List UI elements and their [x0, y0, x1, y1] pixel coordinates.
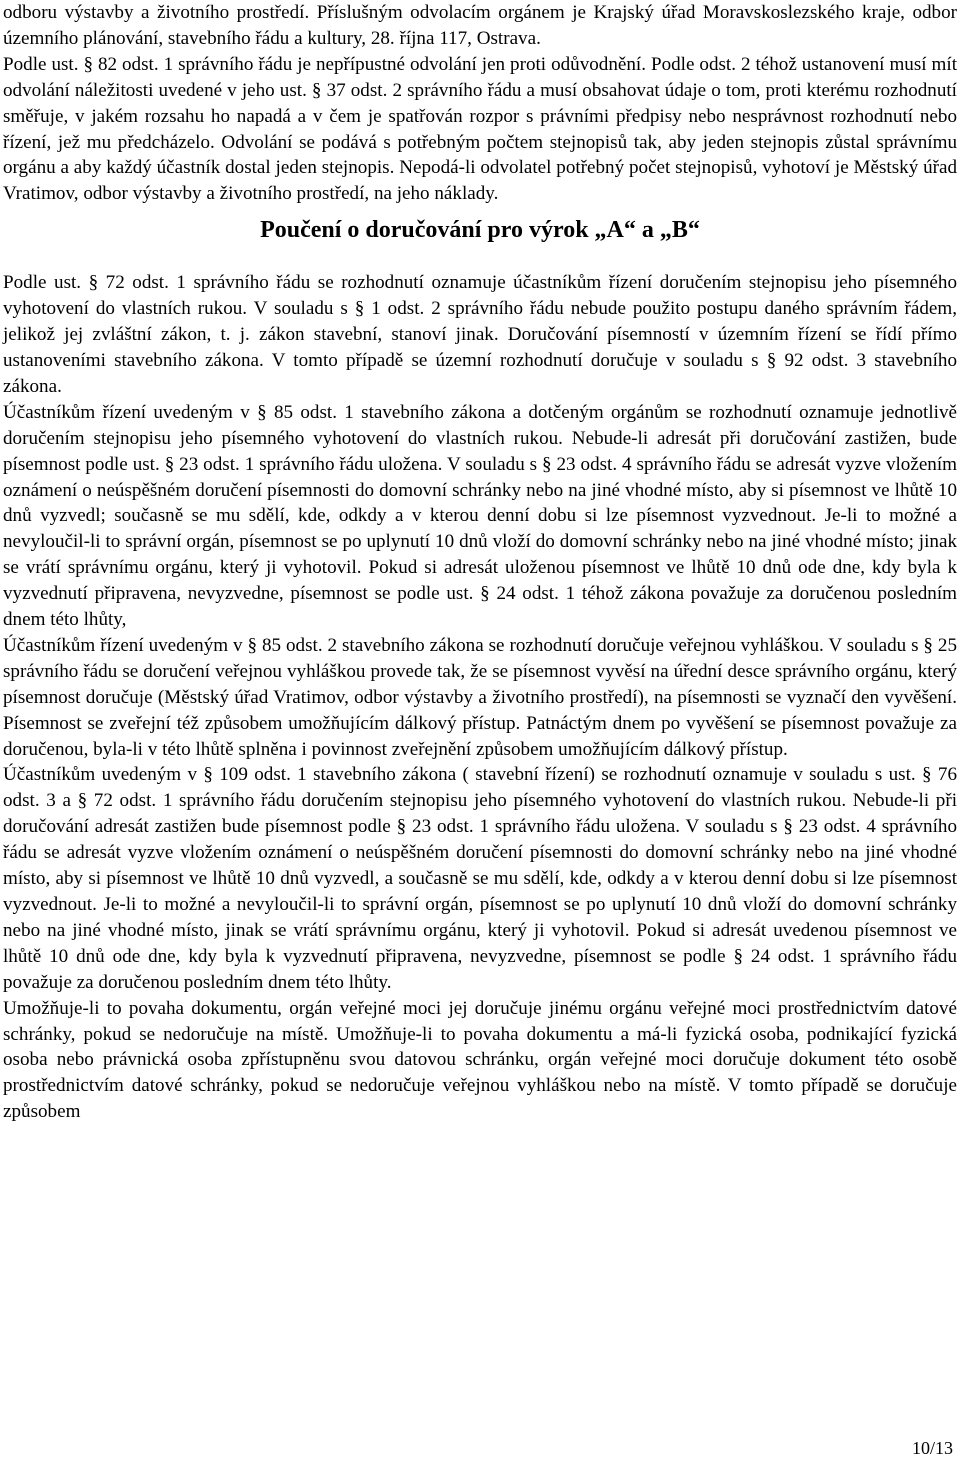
paragraph-delivery-participants-85-2: Účastníkům řízení uvedeným v § 85 odst. 2 stavebního zákona se rozhodnutí doručuje veřejnou vyhláškou. V souladu s § 25 správního řádu se doručení veřejnou vyhláškou provede tak, že se písemnost vyvěsí na úřední desce správního orgánu, který písemnost doručuje (Městský úřad Vratimov, odbor výstavby a životního prostředí), na písemnosti se vyznačí den vyvěšení. Písemnost se zveřejní též způsobem umožňujícím dálkový přístup. Patnáctým dnem po vyvěšení se písemnost považuje za doručenou, byla-li v této lhůtě splněna i povinnost zveřejnění způsobem umožňujícím dálkový přístup.: [3, 634, 957, 760]
paragraph-delivery-participants-85-1: Účastníkům řízení uvedeným v § 85 odst. 1 stavebního zákona a dotčeným orgánům se rozhodnutí oznamuje jednotlivě doručením stejnopisu jeho písemného vyhotovení do vlastních rukou. Nebude-li adresát při doručování zastižen, bude písemnost podle ust. § 23 odst. 1 správního řádu uložena. V souladu s § 23 odst. 4 správního řádu se adresát vyzve vložením oznámení o neúspěšném doručení písemnosti do domovní schránky nebo na jiné vhodné místo, aby si písemnost ve lhůtě 10 dnů vyzvedl; současně se mu sdělí, kde, odkdy a v kterou denní dobu si lze písemnost vyzvednout. Je-li to možné a nevyloučil-li to správní orgán, písemnost se po uplynutí 10 dnů vloží do domovní schránky nebo na jiné vhodné místo; jinak se vrátí správnímu orgánu, který ji vyhotovil. Pokud si adresát uloženou písemnost ve lhůtě 10 dnů ode dne, kdy byla k vyzvednutí připravena, nevyzvedne, písemnost se podle ust. § 24 odst. 1 téhož zákona považuje za doručenou posledním dnem této lhůty,: [3, 401, 957, 631]
section-heading-delivery: Poučení o doručování pro výrok „A“ a „B“: [260, 217, 700, 244]
paragraph-appeal-requirements: Podle ust. § 82 odst. 1 správního řádu je nepřípustné odvolání jen proti odůvodnění. Podle odst. 2 téhož ustanovení musí mít odvolání náležitosti uvedené v jeho ust. § 37 odst. 2 správního řádu a musí obsahovat údaje o tom, proti kterému rozhodnutí směřuje, v jakém rozsahu ho napadá a v čem je spatřován rozpor s právními předpisy nebo nesprávnost rozhodnutí nebo řízení, jež mu předcházelo. Odvolání se podává s potřebným počtem stejnopisů tak, aby jeden stejnopis zůstal správnímu orgánu a aby každý účastník dostal jeden stejnopis. Nepodá-li odvolatel potřebný počet stejnopisů, vyhotoví je Městský úřad Vratimov, odbor výstavby a životního prostředí, na jeho náklady.: [3, 53, 957, 205]
paragraph-delivery-participants-109-1: Účastníkům uvedeným v § 109 odst. 1 stavebního zákona ( stavební řízení) se rozhodnutí oznamuje v souladu s ust. § 76 odst. 3 a § 72 odst. 1 správního řádu doručením stejnopisu jeho písemného vyhotovení do vlastních rukou. Nebude-li při doručování adresát zastižen bude písemnost podle § 23 odst. 1 správního řádu uložena. V souladu s § 23 odst. 4 správního řádu se adresát vyzve vložením oznámení o neúspěšném doručení písemnosti do domovní schránky nebo na jiné vhodné místo, aby si písemnost ve lhůtě 10 dnů vyzvedl, a současně se mu sdělí, kde, odkdy a v kterou denní dobu si lze písemnost vyzvednout. Je-li to možné a nevyloučil-li to správní orgán, písemnost se po uplynutí 10 dnů vloží do domovní schránky nebo na jiné vhodné místo, jinak se vrátí správnímu orgánu, který ji vyhotovil. Pokud si adresát uvedenou písemnost ve lhůtě 10 dnů ode dne, kdy byla k vyzvednutí připravena, nevyzvedne, písemnost se podle § 24 odst. 1 správního řádu považuje za doručenou posledním dnem této lhůty.: [3, 764, 957, 993]
paragraph-delivery-general: Podle ust. § 72 odst. 1 správního řádu se rozhodnutí oznamuje účastníkům řízení doručením stejnopisu jeho písemného vyhotovení do vlastních rukou. V souladu s § 1 odst. 2 správního řádu nebude použito postupu daného správním řádem, jelikož jej zvláštní zákon, t. j. zákon stavební, stanoví jinak. Doručování písemností v územním řízení se řídí přímo ustanoveními stavebního zákona. V tomto případě se územní rozhodnutí doručuje v souladu s § 92 odst. 3 stavebního zákona.: [3, 272, 957, 397]
page-number: 10/13: [911, 1438, 953, 1458]
paragraph-appeal-body: odboru výstavby a životního prostředí. Příslušným odvolacím orgánem je Krajský úřad Moravskoslezského kraje, odbor územního plánování, stavebního řádu a kultury, 28. října 117, Ostrava.: [3, 2, 957, 49]
document-page: [3, 0, 957, 1125]
paragraph-delivery-data-box: Umožňuje-li to povaha dokumentu, orgán veřejné moci jej doručuje jinému orgánu veřejné moci prostřednictvím datové schránky, pokud se nedoručuje na místě. Umožňuje-li to povaha dokumentu a má-li fyzická osoba, podnikající fyzická osoba nebo právnická osoba zpřístupněnu svou datovou schránku, orgán veřejné moci doručuje dokument této osobě prostřednictvím datové schránky, pokud se nedoručuje veřejnou vyhláškou nebo na místě. V tomto případě se doručuje způsobem: [3, 997, 957, 1123]
